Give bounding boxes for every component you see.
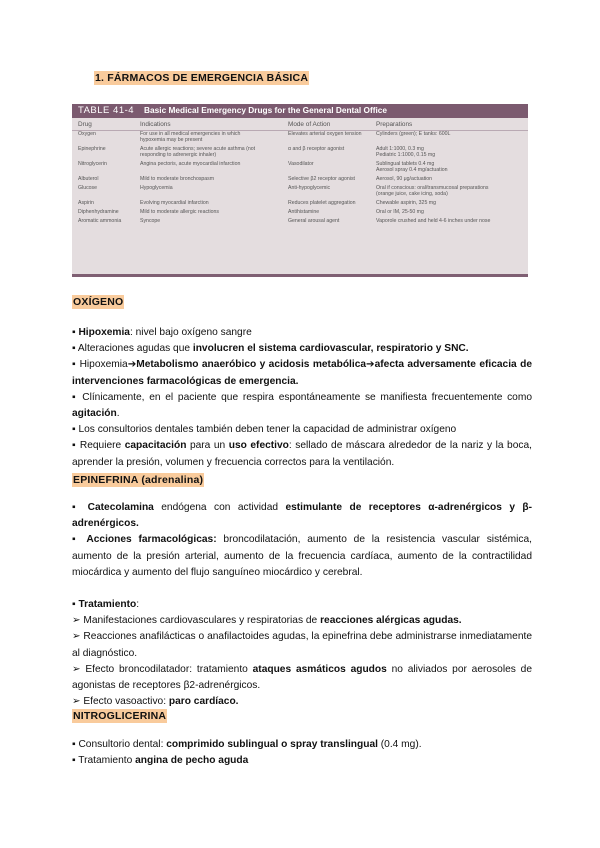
table-row bbox=[72, 200, 528, 209]
table-row bbox=[72, 161, 528, 176]
table-cell: Aromatic ammonia bbox=[78, 218, 122, 225]
table-cell: Mild to moderate bronchospasm bbox=[140, 176, 215, 183]
table-row bbox=[72, 185, 528, 200]
list-item: ▪ Requiere capacitación para un uso efectivo: sellado de máscara alrededor de la nariz y la boca, aprender la presión, volumen y frecuencia correctos para la ventilación. bbox=[72, 440, 532, 468]
list-item: ➢ Reacciones anafilácticas o anafilactoides agudas, la epinefrina debe administrarse inmediatamente al diagnóstico. bbox=[72, 631, 532, 659]
table-cell: Cylinders (green); E tanks: 600L bbox=[376, 131, 451, 138]
table-row bbox=[72, 218, 528, 227]
list-item: ▪ Consultorio dental: comprimido sublingual o spray translingual (0.4 mg). bbox=[72, 739, 422, 750]
epinefrina-bullets bbox=[72, 500, 532, 710]
table-cell: Sublingual tablets 0.4 mg Aerosol spray 0.4 mg/actuation bbox=[376, 161, 448, 174]
list-item: ▪ Tratamiento angina de pecho aguda bbox=[72, 755, 249, 767]
list-item: ▪ Clínicamente, en el paciente que respira espontáneamente se manifiesta frecuentemente como agitación. bbox=[72, 391, 532, 420]
table-cell: Syncope bbox=[140, 218, 161, 225]
section-heading-nitroglicerina bbox=[72, 710, 167, 722]
table-cell: General arousal agent bbox=[288, 218, 340, 225]
table-header-cell: Mode of Action bbox=[288, 121, 331, 128]
table-header-row bbox=[72, 118, 528, 131]
table-cell: α and β receptor agonist bbox=[288, 146, 345, 153]
table-cell: Mild to moderate allergic reactions bbox=[140, 209, 220, 216]
nitroglicerina-bullets bbox=[72, 737, 532, 769]
oxigeno-bullets bbox=[72, 325, 532, 471]
section-heading-epinefrina bbox=[72, 474, 204, 486]
drug-table-figure bbox=[72, 104, 528, 277]
table-title-bar bbox=[72, 104, 528, 118]
table-cell: Oral or IM, 25-50 mg bbox=[376, 209, 424, 216]
section-title: EPINEFRINA (adrenalina) bbox=[73, 474, 204, 486]
list-item: ➢ Efecto broncodilatador: tratamiento ataques asmáticos agudos no aliviados por aerosoles de agonistas de receptores β2-adrenérgicos. bbox=[72, 663, 532, 692]
list-item: ▪ Catecolamina endógena con actividad estimulante de receptores α-adrenérgicos y β-adrenérgicos. bbox=[72, 502, 532, 530]
table-cell: Oral if conscious: oral/transmucosal preparations (orange juice, cake icing, soda) bbox=[376, 185, 489, 198]
table-body bbox=[72, 131, 528, 227]
table-cell: Glucose bbox=[78, 185, 98, 192]
table-row bbox=[72, 209, 528, 218]
table-cell: Aerosol, 90 μg/actuation bbox=[376, 176, 433, 183]
table-cell: Albuterol bbox=[78, 176, 99, 183]
table-header-cell: Indications bbox=[140, 121, 171, 128]
section-heading-oxigeno bbox=[72, 296, 124, 308]
table-cell: Hypoglycemia bbox=[140, 185, 173, 192]
list-item: ▪ Alteraciones agudas que involucren el sistema cardiovascular, respiratorio y SNC. bbox=[72, 343, 469, 355]
table-caption: Basic Medical Emergency Drugs for the General Dental Office bbox=[144, 105, 388, 116]
table-row bbox=[72, 176, 528, 185]
list-item: ➢ Efecto vasoactivo: paro cardíaco. bbox=[72, 696, 239, 708]
table-cell: Angina pectoris, acute myocardial infarction bbox=[140, 161, 241, 168]
table-cell: Epinephrine bbox=[78, 146, 106, 153]
list-item: ▪ Hipoxemia➔Metabolismo anaeróbico y acidosis metabólica➔afecta adversamente eficacia de intervenciones farmacológicas de emergencia. bbox=[72, 359, 532, 387]
list-item: ➢ Manifestaciones cardiovasculares y respiratorias de reacciones alérgicas agudas. bbox=[72, 615, 462, 627]
table-cell: Aspirin bbox=[78, 200, 94, 207]
table-cell: Vasodilator bbox=[288, 161, 314, 168]
table-cell: Vaporole crushed and held 4-6 inches under nose bbox=[376, 218, 491, 225]
section-title: OXÍGENO bbox=[73, 296, 124, 308]
table-row bbox=[72, 131, 528, 146]
table-cell: Antihistamine bbox=[288, 209, 320, 216]
list-item: ▪ Acciones farmacológicas: broncodilatación, aumento de la resistencia vascular sistémica, aumento de la presión arterial, aumento de la frecuencia cardíaca, aumento de la contractilidad miocárdica y aumento del flujo sanguíneo miocárdico y cerebral. bbox=[72, 534, 532, 578]
table-cell: Chewable aspirin, 325 mg bbox=[376, 200, 436, 207]
section-title: NITROGLICERINA bbox=[73, 710, 167, 722]
table-row bbox=[72, 146, 528, 161]
list-item: ▪ Hipoxemia: nivel bajo oxígeno sangre bbox=[72, 327, 252, 338]
table-header-cell: Drug bbox=[78, 121, 92, 128]
main-heading-text: 1. FÁRMACOS DE EMERGENCIA BÁSICA bbox=[95, 72, 309, 84]
table-header-cell: Preparations bbox=[376, 121, 413, 128]
table-cell: Evolving myocardial infarction bbox=[140, 200, 209, 207]
list-item: ▪ Los consultorios dentales también deben tener la capacidad de administrar oxígeno bbox=[72, 424, 457, 436]
table-cell: Nitroglycerin bbox=[78, 161, 107, 168]
table-cell: Selective β2 receptor agonist bbox=[288, 176, 355, 183]
table-cell: Reduces platelet aggregation bbox=[288, 200, 356, 207]
list-item: ▪ Tratamiento: bbox=[72, 599, 140, 611]
main-heading bbox=[94, 72, 309, 84]
table-cell: Adult 1:1000, 0.3 mg Pediatric 1:1000, 0.15 mg bbox=[376, 146, 436, 159]
table-cell: Oxygen bbox=[78, 131, 96, 138]
table-cell: For use in all medical emergencies in which hypoxemia may be present bbox=[140, 131, 241, 144]
table-cell: Diphenhydramine bbox=[78, 209, 119, 216]
table-cell: Elevates arterial oxygen tension bbox=[288, 131, 362, 138]
table-number: TABLE 41-4 bbox=[78, 104, 135, 116]
table-cell: Acute allergic reactions; severe acute asthma (not responding to adrenergic inhaler) bbox=[140, 146, 256, 159]
table-cell: Anti-hypoglycemic bbox=[288, 185, 331, 192]
